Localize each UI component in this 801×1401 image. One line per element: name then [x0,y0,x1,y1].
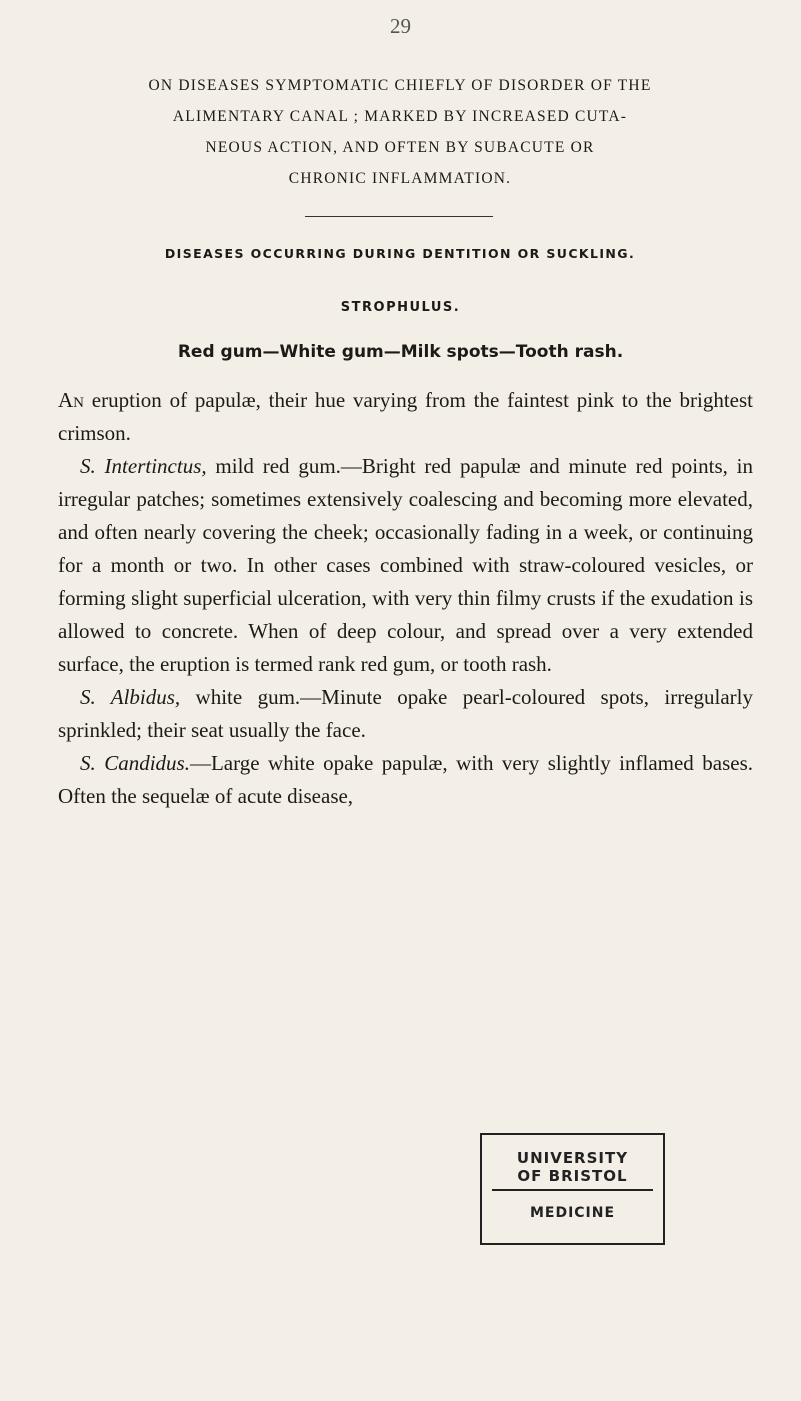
heading-line: ALIMENTARY CANAL ; MARKED BY INCREASED CUTA- [172,108,628,125]
paragraph [58,384,753,450]
synonyms-line: Red gum—White gum—Milk spots—Tooth rash. [177,342,624,362]
heading-line: NEOUS ACTION, AND OFTEN BY SUBACUTE OR [205,139,595,156]
paragraph-text: mild red gum.—Bright red papulæ and minute red points, in irregular patches; sometimes extensively coalescing and becoming more elevated, and often nearly covering the cheek; occasionally fading in a week, or continuing for a month or two. In other cases combined with straw-coloured vesicles, or forming slight superficial ulceration, with very thin filmy crusts if the exudation is allowed to concrete. When of deep colour, and spread over a very extended surface, the eruption is termed rank red gum, or tooth rash. [58,454,753,676]
page-number: 29 [390,14,411,38]
heading-line: ON DISEASES SYMPTOMATIC CHIEFLY OF DISORDER OF THE [148,77,652,94]
paragraph-text: —Large white opake papulæ, with very slightly inflamed bases. Often the sequelæ of acute disease, [58,751,754,808]
stamp-line: UNIVERSITY [516,1149,629,1167]
species-name: S. Candidus. [80,751,190,775]
body-text [58,384,753,813]
stamp-line: OF BRISTOL [492,1167,653,1191]
chapter-heading [60,70,740,194]
paragraph-text: white gum.—Minute opake pearl-coloured spots, irregularly sprinkled; their seat usually the face. [58,685,753,742]
section-title: STROPHULUS. [340,300,461,315]
library-stamp [480,1133,665,1245]
paragraph [58,681,753,747]
heading-line: CHRONIC INFLAMMATION. [288,170,512,187]
stamp-line: MEDICINE [529,1205,616,1221]
paragraph [58,747,753,813]
paragraph-text: eruption of papulæ, their hue varying from the faintest pink to the brightest crimson. [58,388,753,445]
species-name: S. Intertinctus, [80,454,207,478]
species-name: S. Albidus, [80,685,181,709]
section-subheading: DISEASES OCCURRING DURING DENTITION OR SUCKLING. [164,246,636,261]
divider-rule [305,216,493,217]
paragraph [58,450,753,681]
lead-word: An [58,388,84,412]
